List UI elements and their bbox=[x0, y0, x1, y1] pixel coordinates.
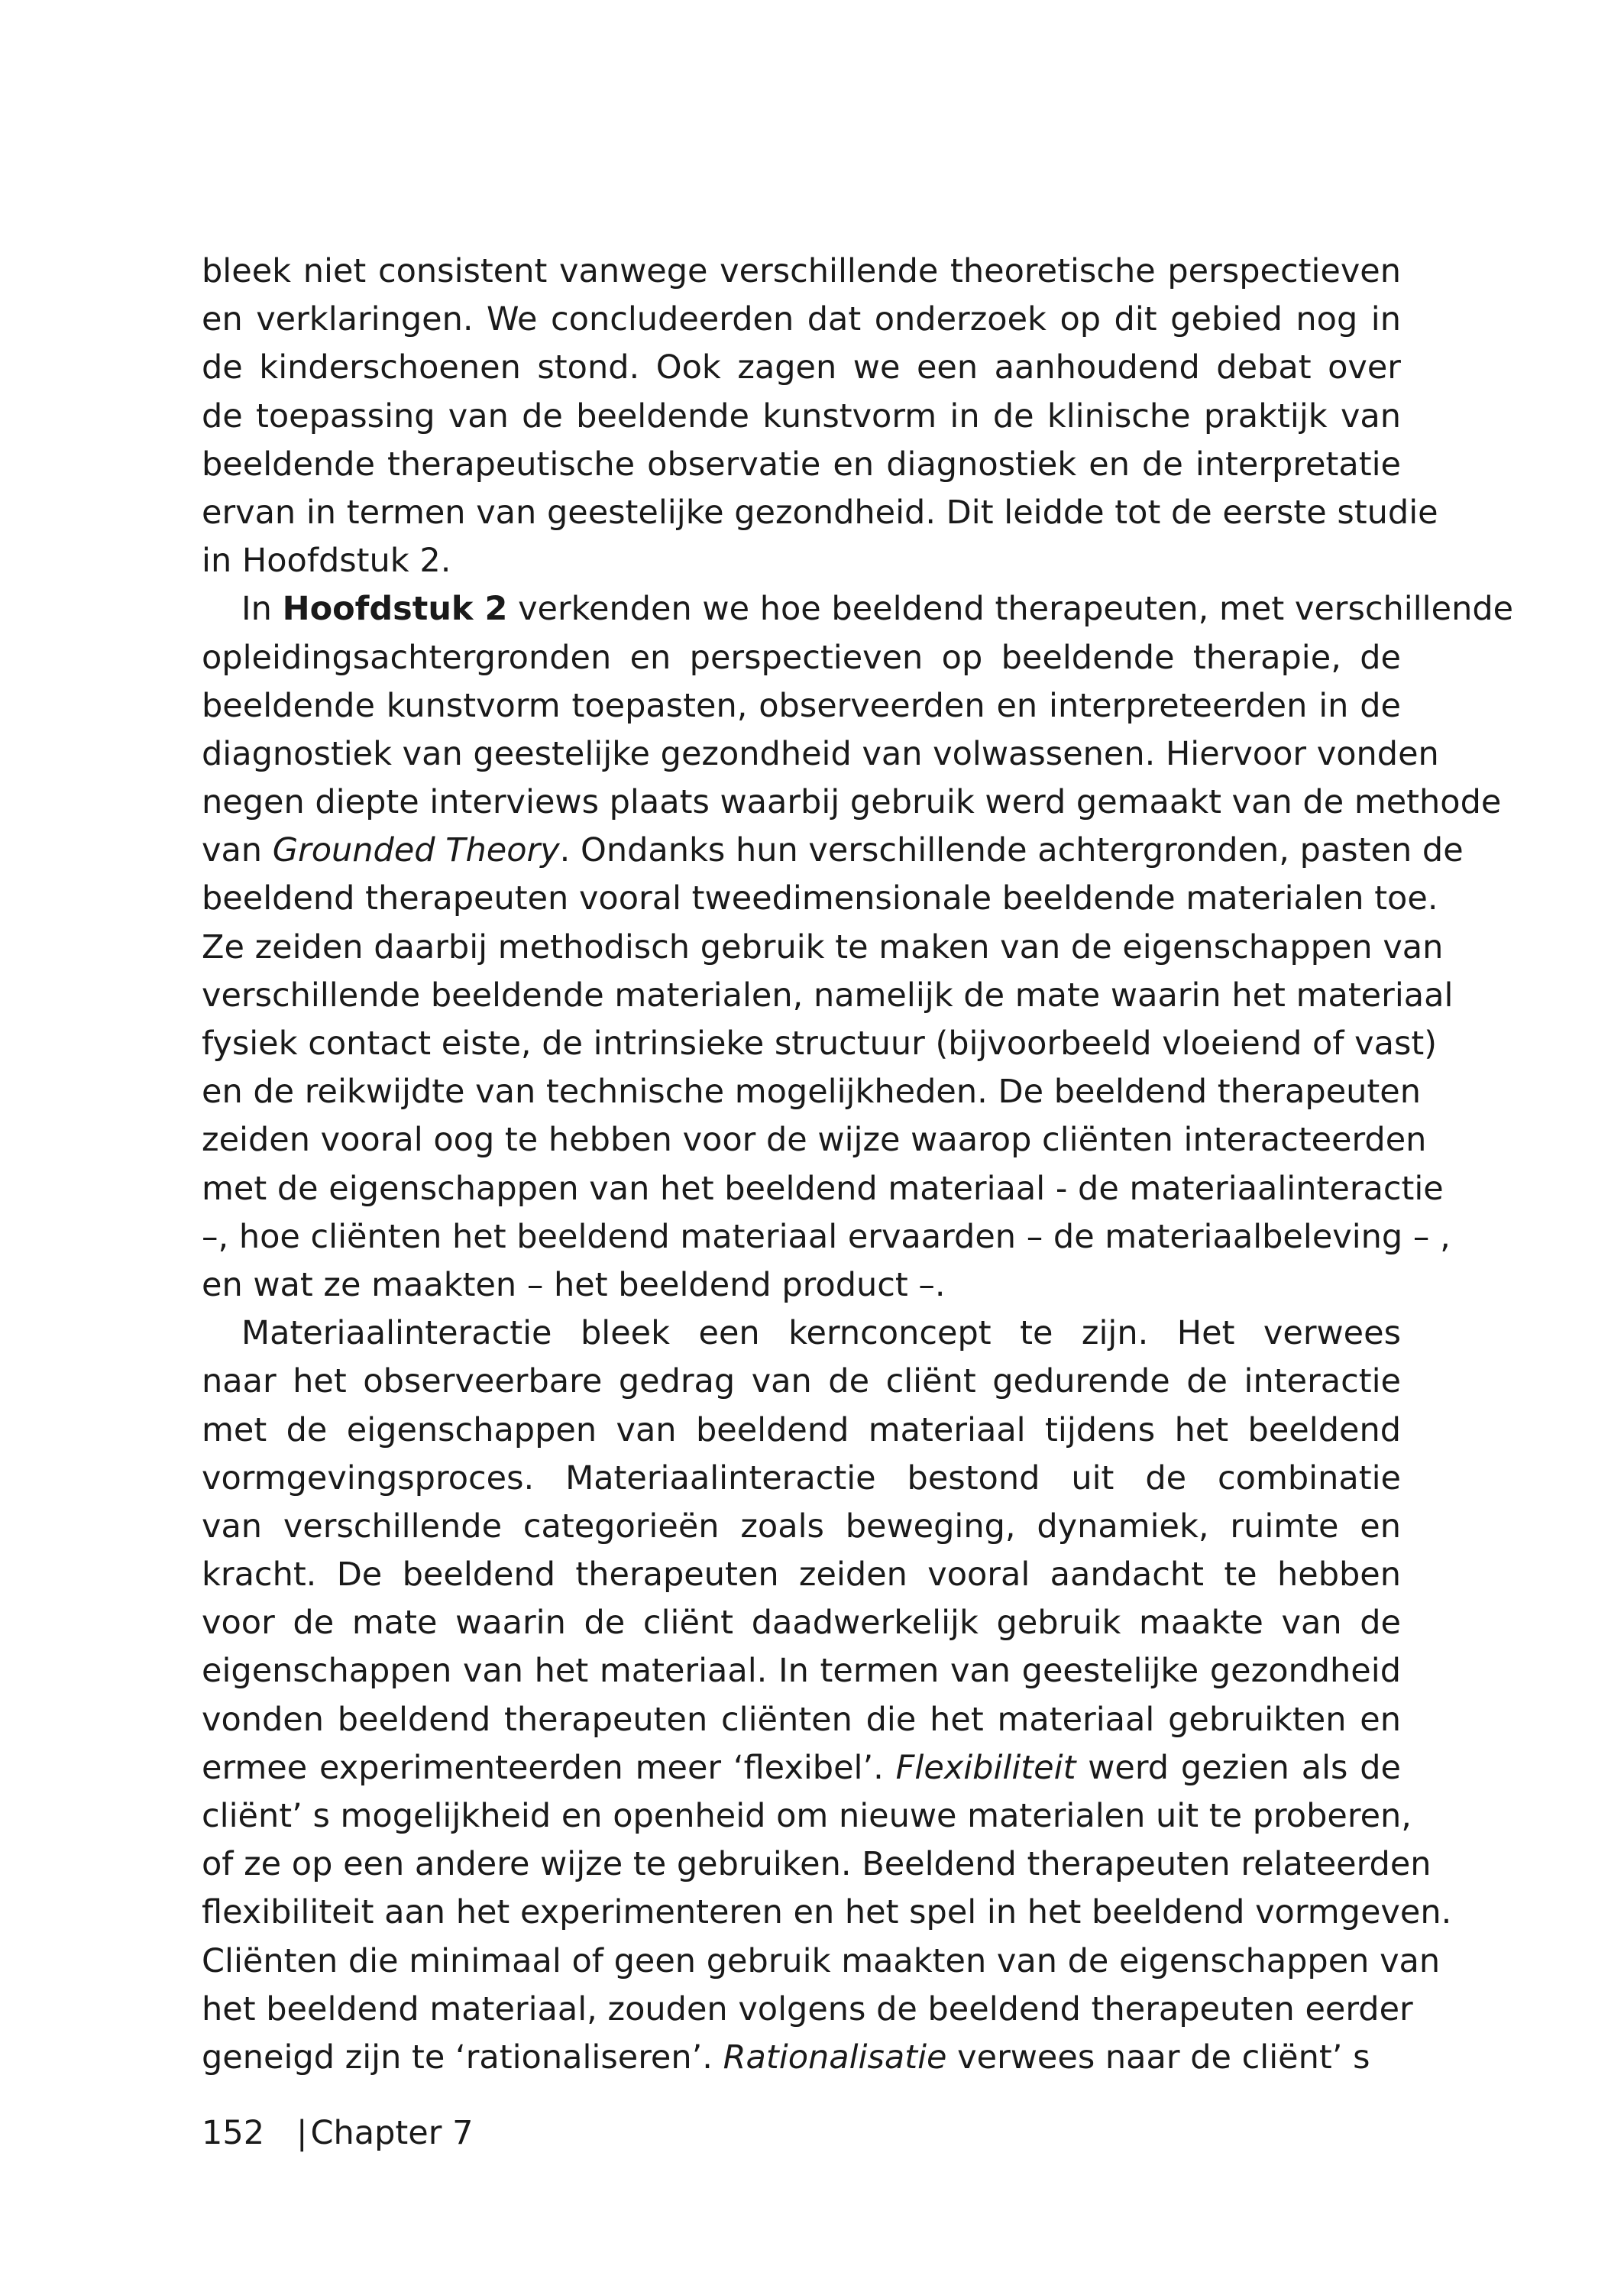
text-line bbox=[202, 1261, 1401, 1309]
footer-separator: | bbox=[296, 2114, 308, 2152]
text-run: of ze op een andere wijze te gebruiken. Beeldend therapeuten relateerden bbox=[202, 1845, 1432, 1884]
text-run: het beeldend materiaal, zouden volgens de beeldend therapeuten eerder bbox=[202, 1989, 1413, 2028]
text-run: verwees naar de cliënt’ s bbox=[946, 2038, 1370, 2077]
text-line bbox=[202, 1020, 1437, 1068]
text-run: Materiaalinteractie bleek een kernconcept te zijn. Het verwees bbox=[241, 1314, 1401, 1353]
text-run: vormgevingsproces. Materiaalinteractie bestond uit de combinatie bbox=[202, 1458, 1401, 1497]
text-line bbox=[202, 585, 1514, 633]
text-run: Ze zeiden daarbij methodisch gebruik te maken van de eigenschappen van bbox=[202, 927, 1444, 966]
text-run: van verschillende categorieën zoals beweging, dynamiek, ruimte en bbox=[202, 1507, 1401, 1546]
text-line bbox=[202, 1696, 1401, 1744]
text-line bbox=[202, 2034, 1401, 2082]
text-line bbox=[202, 1599, 1401, 1647]
italic-text: Grounded Theory bbox=[272, 831, 560, 870]
text-run: –, hoe cliënten het beeldend materiaal ervaarden – de materiaalbeleving – , bbox=[202, 1217, 1451, 1256]
text-run: de kinderschoenen stond. Ook zagen we een aanhoudend debat over bbox=[202, 348, 1401, 387]
text-run: fysiek contact eiste, de intrinsieke structuur (bijvoorbeeld vloeiend of vast) bbox=[202, 1025, 1437, 1063]
page-footer bbox=[202, 2110, 473, 2156]
text-line bbox=[202, 1986, 1413, 2034]
text-run: geneigd zijn te ‘rationaliseren’. bbox=[202, 2038, 723, 2077]
text-line bbox=[202, 248, 1401, 296]
text-run: beeldende therapeutische observatie en diagnostiek en de interpretatie bbox=[202, 445, 1401, 484]
text-line bbox=[202, 393, 1401, 441]
text-run: met de eigenschappen van beeldend materiaal tijdens het beeldend bbox=[202, 1410, 1401, 1449]
chapter-label: Chapter 7 bbox=[310, 2114, 474, 2152]
text-run: en de reikwijdte van technische mogelijkheden. De beeldend therapeuten bbox=[202, 1073, 1421, 1112]
text-run: voor de mate waarin de cliënt daadwerkelijk gebruik maakte van de bbox=[202, 1604, 1401, 1643]
text-run: werd gezien als de bbox=[1076, 1748, 1401, 1787]
text-line bbox=[202, 441, 1401, 489]
text-line bbox=[202, 1213, 1451, 1261]
text-line bbox=[202, 1165, 1444, 1213]
body-text bbox=[202, 248, 1514, 2082]
text-line bbox=[202, 1744, 1401, 1792]
text-line bbox=[202, 1792, 1412, 1840]
text-run: ervan in termen van geestelijke gezondheid. Dit leidde tot de eerste studie bbox=[202, 493, 1438, 532]
text-line bbox=[202, 1938, 1441, 1986]
text-run: beeldende kunstvorm toepasten, observeerden en interpreteerden in de bbox=[202, 686, 1401, 725]
text-run: negen diepte interviews plaats waarbij gebruik werd gemaakt van de methode bbox=[202, 783, 1502, 822]
text-run: beeldend therapeuten vooral tweedimensionale beeldende materialen toe. bbox=[202, 879, 1438, 918]
text-line bbox=[202, 1503, 1401, 1551]
text-line bbox=[202, 1068, 1421, 1116]
text-line bbox=[202, 1407, 1401, 1455]
text-line bbox=[202, 779, 1502, 827]
text-line bbox=[202, 344, 1401, 392]
text-run: naar het observeerbare gedrag van de cliënt gedurende de interactie bbox=[202, 1362, 1401, 1401]
text-run: ermee experimenteerden meer ‘flexibel’. bbox=[202, 1748, 896, 1787]
text-run: Cliënten die minimaal of geen gebruik maakten van de eigenschappen van bbox=[202, 1941, 1441, 1980]
text-line bbox=[202, 1358, 1401, 1406]
text-run: van bbox=[202, 831, 273, 870]
text-run: cliënt’ s mogelijkheid en openheid om nieuwe materialen uit te proberen, bbox=[202, 1797, 1412, 1835]
italic-text: Rationalisatie bbox=[723, 2038, 947, 2077]
text-run: en verklaringen. We concludeerden dat onderzoek op dit gebied nog in bbox=[202, 300, 1401, 339]
text-line bbox=[202, 1840, 1432, 1889]
italic-text: Flexibiliteit bbox=[895, 1748, 1076, 1787]
text-run: zeiden vooral oog te hebben voor de wijze waarop cliënten interacteerden bbox=[202, 1121, 1427, 1160]
text-line bbox=[202, 730, 1439, 779]
text-line bbox=[202, 875, 1438, 923]
text-line bbox=[202, 537, 1401, 585]
text-run: verkenden we hoe beeldend therapeuten, met verschillende bbox=[507, 590, 1514, 629]
text-line bbox=[202, 682, 1401, 730]
text-run: flexibiliteit aan het experimenteren en het spel in het beeldend vormgeven. bbox=[202, 1893, 1452, 1932]
text-run: In bbox=[241, 590, 283, 629]
text-line bbox=[202, 1116, 1427, 1164]
text-line bbox=[202, 489, 1438, 537]
text-run: eigenschappen van het materiaal. In termen van geestelijke gezondheid bbox=[202, 1652, 1401, 1691]
text-run: . Ondanks hun verschillende achtergronden, pasten de bbox=[559, 831, 1464, 870]
text-run: verschillende beeldende materialen, namelijk de mate waarin het materiaal bbox=[202, 976, 1454, 1015]
text-line bbox=[202, 1455, 1401, 1503]
text-line bbox=[202, 827, 1464, 875]
text-run: en wat ze maakten – het beeldend product –. bbox=[202, 1265, 946, 1304]
bold-text: Hoofdstuk 2 bbox=[282, 590, 508, 629]
text-line bbox=[202, 924, 1444, 972]
text-run: in Hoofdstuk 2. bbox=[202, 542, 451, 581]
page-number: 152 bbox=[202, 2114, 265, 2152]
text-line bbox=[202, 1309, 1401, 1358]
text-line bbox=[202, 1889, 1452, 1937]
text-run: de toepassing van de beeldende kunstvorm in de klinische praktijk van bbox=[202, 397, 1401, 435]
text-run: vonden beeldend therapeuten cliënten die het materiaal gebruikten en bbox=[202, 1700, 1401, 1739]
text-line bbox=[202, 1551, 1401, 1599]
text-line bbox=[202, 1647, 1401, 1695]
text-line bbox=[202, 972, 1454, 1020]
text-run: opleidingsachtergronden en perspectieven op beeldende therapie, de bbox=[202, 638, 1401, 677]
text-line bbox=[202, 296, 1401, 344]
text-run: met de eigenschappen van het beeldend materiaal - de materiaalinteractie bbox=[202, 1169, 1444, 1208]
text-run: diagnostiek van geestelijke gezondheid van volwassenen. Hiervoor vonden bbox=[202, 734, 1439, 773]
text-line bbox=[202, 634, 1401, 682]
text-run: bleek niet consistent vanwege verschillende theoretische perspectieven bbox=[202, 252, 1401, 290]
text-run: kracht. De beeldend therapeuten zeiden vooral aandacht te hebben bbox=[202, 1556, 1401, 1594]
